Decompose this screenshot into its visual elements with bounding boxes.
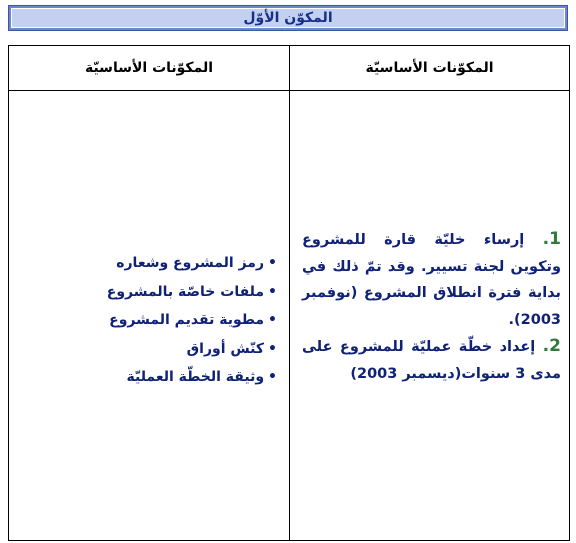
list-item: • مطوية تقديم المشروع [9, 306, 277, 335]
item-number: 1. [542, 229, 561, 249]
right-cell [290, 91, 570, 541]
content-row [9, 91, 570, 541]
numbered-item [302, 226, 561, 333]
numbered-item [302, 333, 561, 387]
list-item: • ملفات خاصّة بالمشروع [9, 278, 277, 307]
left-column-header: المكوّنات الأساسيّة [9, 46, 290, 91]
header-row [9, 46, 570, 91]
list-item: • كنّش أوراق [9, 335, 277, 364]
item-text: إعداد خطّة عمليّة للمشروع على مدى 3 سنوات(ديسمبر 2003) [302, 339, 561, 382]
right-numbered-list [290, 226, 569, 387]
list-item: • رمز المشروع وشعاره [9, 249, 277, 278]
list-item: • وثيقة الخطّة العمليّة [9, 363, 277, 392]
item-text: إرساء خليّة قارة للمشروع وتكوين لجنة تسيير. وقد تمّ ذلك في بداية فترة انطلاق المشروع (نوفمبر 2003). [302, 232, 561, 328]
left-bullet-list [9, 249, 289, 392]
components-table [8, 45, 570, 541]
right-column-header: المكوّنات الأساسيّة [290, 46, 570, 91]
left-cell [9, 91, 290, 541]
item-number: 2. [542, 336, 561, 356]
title-bar [8, 5, 568, 31]
page-title: المكوّن الأوّل [11, 8, 565, 28]
